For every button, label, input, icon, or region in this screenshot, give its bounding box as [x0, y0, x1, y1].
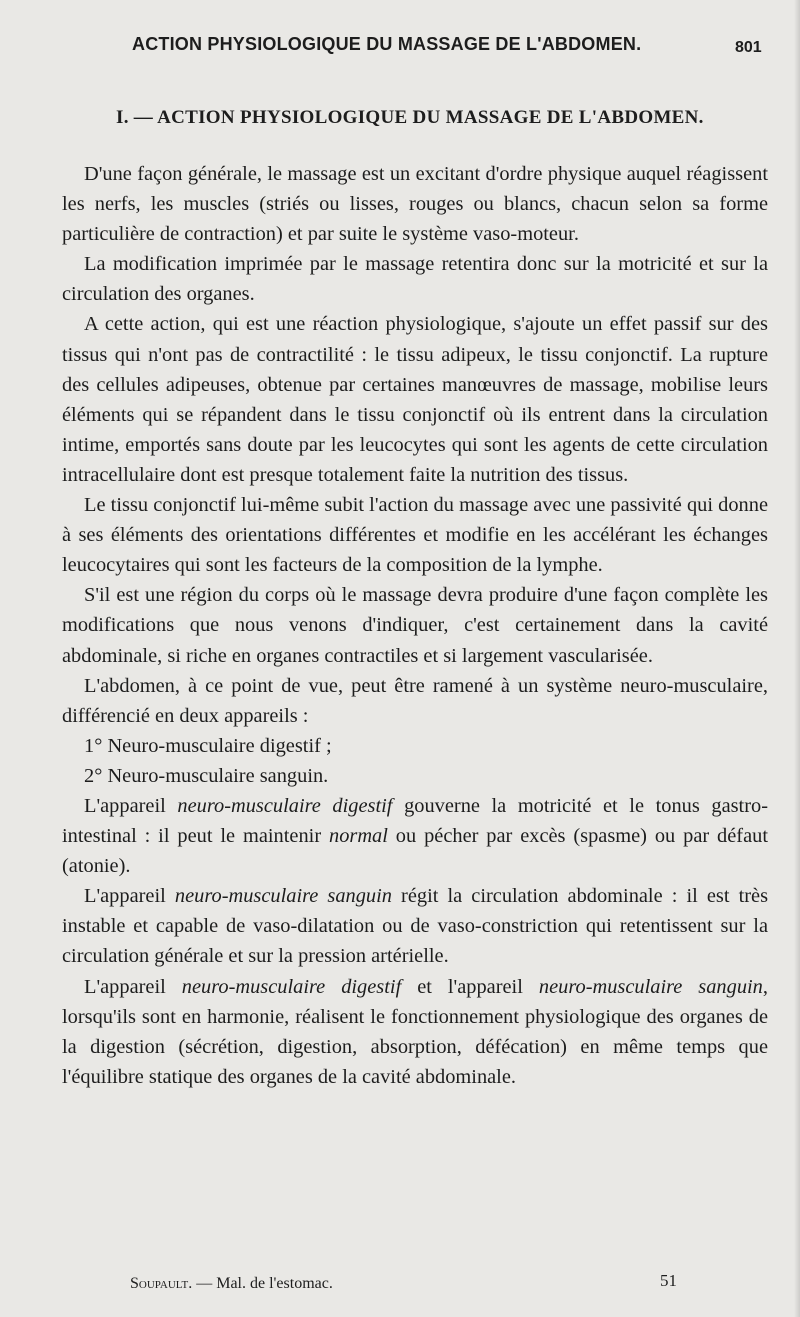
paragraph-digestif	[62, 791, 768, 881]
paragraph: D'une façon générale, le massage est un excitant d'ordre physique auquel réagissent les nerfs, les muscles (striés ou lisses, rouges ou blancs, chacun selon sa forme particulière de contraction) et par suite le système vaso-moteur.	[62, 163, 768, 246]
text-run: ou pécher par excès (spasme) ou par défaut (atonie).	[62, 825, 768, 878]
paragraph: La modification imprimée par le massage retentira donc sur la motricité et sur la circulation des organes.	[62, 253, 768, 306]
text-run: L'appareil	[84, 975, 182, 998]
italic-term: neuro-musculaire sanguin	[174, 885, 392, 908]
page-footer	[0, 1271, 800, 1299]
italic-term: neuro-musculaire digestif	[177, 794, 393, 817]
text-run: régit la circulation abdominale : il est très instable et capable de vaso-dilatation ou de vaso-constriction qui retentissent sur la circulation générale et sur la pression artérielle.	[62, 885, 769, 968]
book-title: — Mal. de l'estomac.	[192, 1275, 333, 1292]
text-run: gouverne la motricité et le tonus gastro-intestinal : il peut le maintenir	[62, 794, 769, 848]
signature-mark: 51	[660, 1271, 677, 1290]
italic-term: normal	[329, 825, 388, 848]
text-run: et l'appareil	[401, 975, 539, 998]
page-edge-shadow	[794, 0, 800, 1317]
author-name: Soupault.	[130, 1275, 193, 1292]
italic-term: neuro-musculaire digestif	[181, 975, 402, 998]
section-title: I. — ACTION PHYSIOLOGIQUE DU MASSAGE DE L'ABDOMEN.	[116, 107, 704, 128]
text-run: L'appareil	[84, 885, 175, 908]
body-text	[62, 159, 768, 1092]
running-title: ACTION PHYSIOLOGIQUE DU MASSAGE DE L'ABDOMEN.	[132, 34, 642, 54]
list-item: 2° Neuro-musculaire sanguin.	[84, 764, 329, 787]
text-run: L'appareil	[84, 794, 178, 817]
text-run: , lorsqu'ils sont en harmonie, réalisent le fonctionnement physiologique des organes de la digestion (sécrétion, digestion, absorption, défécation) en même temps que l'équilibre statique des organes de la cavité abdominale.	[62, 975, 768, 1088]
paragraph-sanguin	[62, 881, 768, 971]
paragraph: S'il est une région du corps où le massage devra produire d'une façon complète les modifications que nous venons d'indiquer, c'est certainement dans la cavité abdominale, si riche en organes contractiles et si largement vascularisée.	[62, 584, 768, 667]
paragraph-harmonie	[62, 972, 768, 1092]
paragraph: L'abdomen, à ce point de vue, peut être ramené à un système neuro-musculaire, différencié en deux appareils :	[62, 674, 768, 727]
running-header	[0, 30, 800, 60]
list-item: 1° Neuro-musculaire digestif ;	[84, 734, 332, 757]
paragraph: A cette action, qui est une réaction physiologique, s'ajoute un effet passif sur des tissus qui n'ont pas de contractilité : le tissu adipeux, le tissu conjonctif. La rupture des cellules adipeuses, obtenue par certaines manœuvres de massage, mobilise leurs éléments qui se répandent dans le tissu conjonctif où ils entrent dans la circulation intime, emportés sans doute par les leucocytes qui sont les agents de cette circulation intracellulaire dont est presque totalement faite la nutrition des tissus.	[62, 313, 768, 486]
paragraph: Le tissu conjonctif lui-même subit l'action du massage avec une passivité qui donne à ses éléments des orientations différentes et modifie en les accélérant les échanges leucocytaires qui sont les facteurs de la composition de la lymphe.	[62, 494, 768, 577]
page-number: 801	[735, 39, 762, 56]
footer-author-line	[130, 1275, 333, 1293]
italic-term: neuro-musculaire sanguin	[538, 975, 763, 998]
